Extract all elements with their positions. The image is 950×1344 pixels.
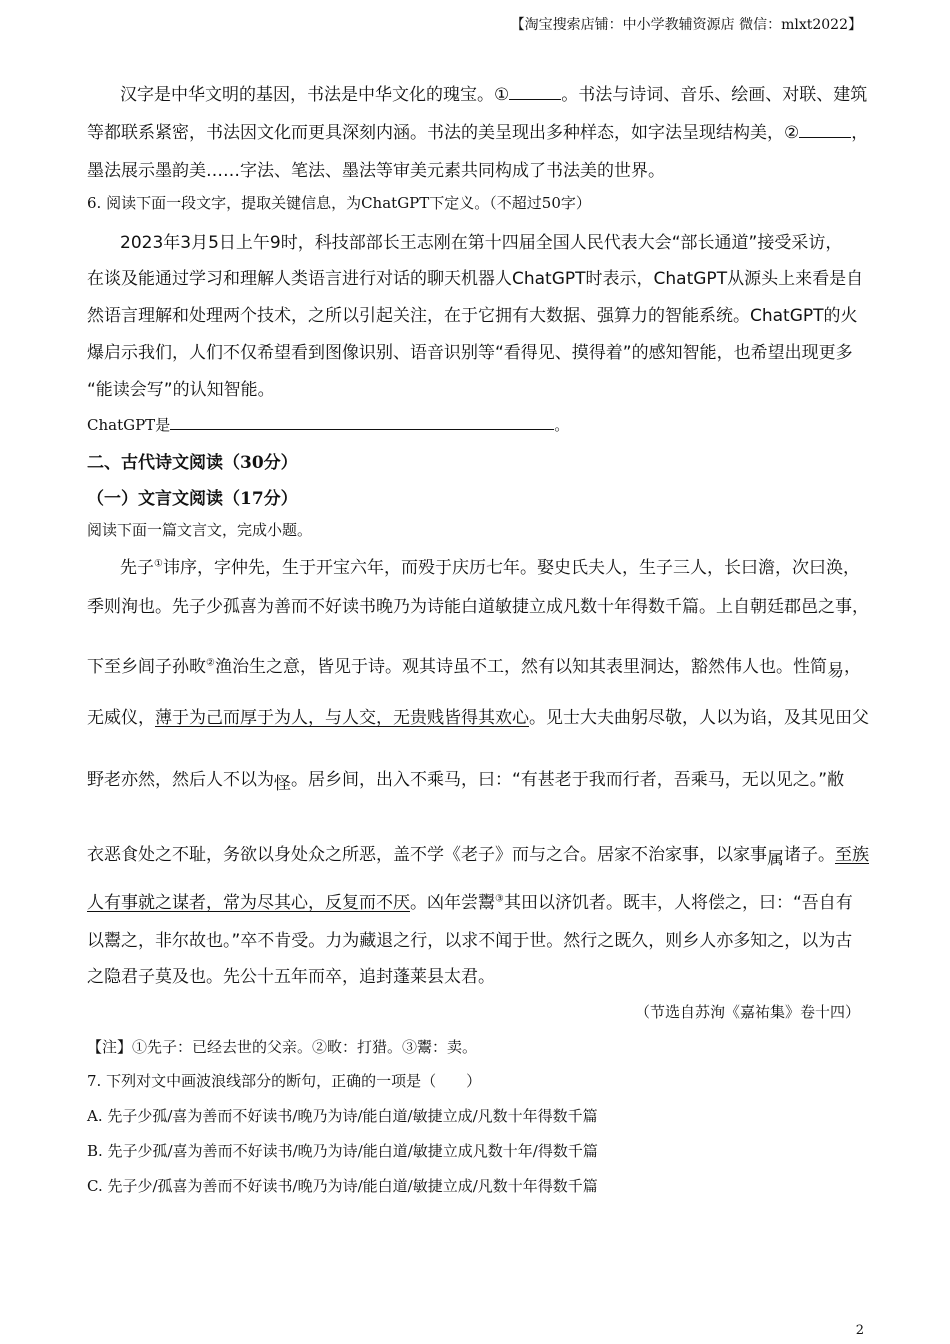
classical-text: 野老亦然，然后人不以为 [87,770,274,790]
option-c[interactable]: C. 先子少/孤喜为善而不好读书/晚乃为诗/能白道/敏捷立成/凡数十年得数千篇 [87,1177,598,1195]
dotted-word: 怪 [274,774,291,794]
underlined-sentence: 人有事就之谋者，常为尽其心，反复而不厌 [87,893,410,913]
answer-blank[interactable] [170,417,554,430]
classical-text: 无威仪， [87,708,155,728]
q6-passage-line: 2023年3月5日上午9时，科技部部长王志刚在第十四届全国人民代表大会“部长通道”接受采访， [120,233,843,253]
q6-passage-line: 在谈及能通过学习和理解人类语言进行对话的聊天机器人ChatGPT时表示，ChatGPT从源头上来看是自 [87,269,864,289]
question-6-prompt: 6. 阅读下面一段文字，提取关键信息，为ChatGPT下定义。（不超过50字） [87,194,591,212]
fill-blank-1[interactable] [509,85,561,100]
passage-source: （节选自苏洵《嘉祐集》卷十四） [634,1003,860,1021]
passage1-text: 汉字是中华文明的基因，书法是中华文化的瑰宝。① [120,85,510,105]
passage1-text: 等都联系紧密，书法因文化而更具深刻内涵。书法的美呈现出多种样态，如字法呈现结构美，② [87,123,800,143]
option-b[interactable]: B. 先子少孤/喜为善而不好读书/晚乃为诗/能白道/敏捷立成凡数十年/得数千篇 [87,1142,598,1160]
classical-line-5 [87,765,845,794]
reading-instruction: 阅读下面一篇文言文，完成小题。 [87,521,313,539]
dotted-word: 易 [826,661,844,681]
classical-text: 其田以济饥者。既丰，人将偿之，曰：“吾自有 [503,893,853,913]
classical-line-9: 之隐君子莫及也。先公十五年而卒，追封蓬莱县太君。 [87,967,495,987]
classical-line-8: 以鬻之，非尔故也。”卒不肯受。力为藏退之行，以求不闻于世。然行之既久，则乡人亦多知之，以为古 [87,931,853,951]
classical-text: 下至乡闾子孙畋 [87,657,206,677]
classical-text: 。凶年尝鬻 [410,893,495,913]
passage1-line3: 墨法展示墨韵美……字法、笔法、墨法等审美元素共同构成了书法美的世界。 [87,161,665,181]
passage1-line1 [120,80,867,105]
classical-line-7 [87,888,853,913]
footnote-marker: ② [206,657,215,669]
footnotes: 【注】①先子：已经去世的父亲。②畋：打猎。③鬻：卖。 [87,1038,478,1056]
classical-text: 渔治生之意，皆见于诗。观其诗虽不工，然有以知其表里洞达，豁然伟人也。性简 [214,657,827,677]
answer-prefix: ChatGPT是 [87,416,171,434]
classical-text: 衣恶食处之不耻，务欲以身处众之所恶，盖不学《老子》而与之合。居家不治家事，以家事 [87,845,767,865]
classical-text: 先子 [120,558,154,578]
classical-text: 。居乡间，出入不乘马，曰：“有甚老于我而行者，吾乘马，无以见之。”敝 [291,770,845,790]
section-title: 二、古代诗文阅读（30分） [87,453,298,473]
q6-passage-line: 爆启示我们，人们不仅希望看到图像识别、语音识别等“看得见、摸得着”的感知智能，也希望出现更多 [87,343,853,363]
answer-suffix: 。 [554,416,570,434]
classical-text: 。见士大夫曲躬尽敬，人以为谄，及其见田父 [529,708,869,728]
classical-line-2: 季则洵也。先子少孤喜为善而不好读书晚乃为诗能白道敏捷立成凡数十年得数千篇。上自朝廷郡邑之事， [87,597,869,617]
passage1-line2 [87,118,868,143]
classical-text: 诸子。 [784,845,835,865]
underlined-sentence: 至族 [835,845,869,865]
classical-line-4 [87,703,869,728]
underlined-sentence: 薄于为己而厚于为人，与人交，无贵贱皆得其欢心 [155,708,529,728]
footnote-marker: ③ [495,893,504,905]
classical-text: ， [843,657,861,677]
classical-line-1 [120,553,860,578]
footnote-marker: ① [154,558,163,570]
q6-passage-line: 然语言理解和处理两个技术，之所以引起关注，在于它拥有大数据、强算力的智能系统。ChatGPT的火 [87,306,858,326]
header-note: 【淘宝搜索店铺：中小学教辅资源店 微信：mlxt2022】 [510,17,862,33]
passage1-text: 。书法与诗词、音乐、绘画、对联、建筑 [561,85,868,105]
classical-line-6 [87,840,869,869]
page-number: 2 [855,1323,864,1338]
dotted-word: 属 [767,849,784,869]
classical-line-3 [87,652,861,681]
passage1-text: ， [851,123,869,143]
subsection-title: （一）文言文阅读（17分） [87,489,298,509]
option-a[interactable]: A. 先子少孤/喜为善而不好读书/晚乃为诗/能白道/敏捷立成/凡数十年得数千篇 [87,1107,598,1125]
q6-answer-line [87,414,569,435]
question-7-prompt: 7. 下列对文中画波浪线部分的断句，正确的一项是（ ） [87,1072,482,1090]
fill-blank-2[interactable] [799,123,851,138]
classical-text: 讳序，字仲先，生于开宝六年，而殁于庆历七年。娶史氏夫人，生子三人，长曰澹，次曰涣， [162,558,860,578]
q6-passage-line: “能读会写”的认知智能。 [87,380,275,400]
